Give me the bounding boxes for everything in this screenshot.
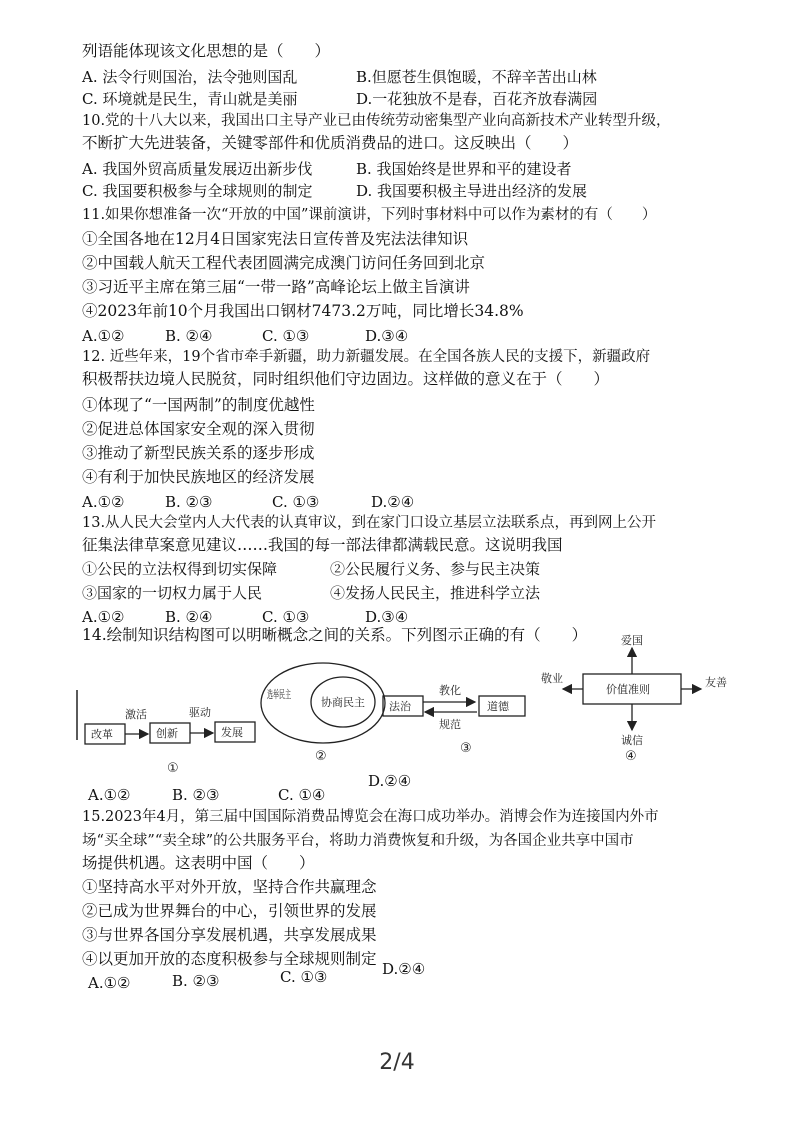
d4-left-label: 敬业 (541, 672, 563, 685)
page-number: 2/4 (379, 1050, 415, 1075)
d3-box-law-label: 法治 (389, 700, 411, 713)
q10-option-b: B. 我国始终是世界和平的建设者 (356, 160, 572, 178)
q10-option-c: C. 我国要积极参与全球规则的制定 (82, 182, 313, 200)
d4-bottom-label: 诚信 (621, 734, 643, 747)
q10-stem-line2: 不断扩大先进装备，关键零部件和优质消费品的进口。这反映出（ ） (82, 134, 579, 152)
q11-option-a: A.①② (82, 327, 125, 345)
d2-inner-label: 协商民主 (321, 696, 365, 709)
q13-option-d: D.③④ (365, 608, 409, 626)
q13-statement-1: ①公民的立法权得到切实保障 (82, 560, 278, 578)
d2-number: ② (315, 749, 327, 764)
q13-option-b: B. ②④ (165, 608, 213, 626)
diagram-2 (261, 663, 385, 764)
q11-statement-2: ②中国载人航天工程代表团圆满完成澳门访问任务回到北京 (82, 254, 486, 272)
d1-box-reform-label: 改革 (91, 728, 113, 741)
q12-option-b: B. ②③ (165, 493, 213, 511)
q13-option-a: A.①② (82, 608, 125, 626)
q13-stem-line1: 13.从人民大会堂内人大代表的认真审议，到在家门口设立基层立法联系点，再到网上公开 (82, 515, 657, 531)
q10-stem-line1: 10.党的十八大以来，我国出口主导产业已由传统劳动密集型产业向高新技术产业转型升级， (82, 113, 671, 129)
q13-statement-4: ④发扬人民民主，推进科学立法 (330, 584, 541, 602)
q15-stem-line2: 场“买全球”“卖全球”的公共服务平台，将助力消费恢复和升级，为各国企业共享中国市 (82, 833, 634, 849)
q12-stem-line1: 12. 近些年来，19个省市牵手新疆，助力新疆发展。在全国各族人民的支援下，新疆政府 (82, 349, 651, 365)
d4-right-label: 友善 (705, 676, 727, 689)
q15-statement-3: ③与世界各国分享发展机遇，共享发展成果 (82, 926, 377, 944)
q12-stem-line2: 积极帮扶边境人民脱贫，同时组织他们守边固边。这样做的意义在于（ ） (82, 370, 610, 388)
q15-stem-line3: 场提供机遇。这表明中国（ ） (82, 854, 315, 872)
q13-statement-3: ③国家的一切权力属于人民 (82, 584, 263, 602)
q14-option-c: C. ①④ (278, 786, 326, 804)
diagram-1 (85, 705, 255, 776)
q11-option-d: D.③④ (365, 327, 409, 345)
q9-option-b: B.但愿苍生俱饱暖，不辞辛苦出山林 (356, 68, 597, 86)
q13-stem-line2: 征集法律草案意见建议……我国的每一部法律都满载民意。这说明我国 (82, 536, 563, 554)
d1-arrow-2-label: 驱动 (189, 706, 211, 719)
q15-statement-1: ①坚持高水平对外开放，坚持合作共赢理念 (82, 878, 377, 896)
diagram-4 (541, 634, 727, 764)
q14-option-b: B. ②③ (172, 786, 220, 804)
q11-statement-1: ①全国各地在12月4日国家宪法日宣传普及宪法法律知识 (82, 230, 469, 248)
d3-number: ③ (460, 741, 472, 756)
d1-box-development-label: 发展 (221, 726, 243, 739)
q11-option-c: C. ①③ (262, 327, 310, 345)
q12-statement-2: ②促进总体国家安全观的深入贯彻 (82, 420, 315, 438)
q15-option-b: B. ②③ (172, 972, 220, 990)
q11-statement-3: ③习近平主席在第三届“一带一路”高峰论坛上做主旨演讲 (82, 278, 470, 296)
q15-stem-line1: 15.2023年4月，第三届中国国际消费品博览会在海口成功举办。消博会作为连接国内外市 (82, 809, 659, 825)
d1-box-innovation-label: 创新 (156, 727, 178, 740)
q14-option-a: A.①② (88, 786, 131, 804)
q13-statement-2: ②公民履行义务、参与民主决策 (330, 560, 541, 578)
q13-option-c: C. ①③ (262, 608, 310, 626)
d3-box-morality-label: 道德 (487, 700, 509, 713)
q15-statement-2: ②已成为世界舞台的中心，引领世界的发展 (82, 902, 377, 920)
q10-option-a: A. 我国外贸高质量发展迈出新步伐 (82, 160, 313, 178)
q12-option-a: A.①② (82, 493, 125, 511)
d1-arrow-1-label: 激活 (125, 708, 147, 721)
q15-option-c: C. ①③ (280, 968, 328, 986)
d3-bottom-label: 规范 (439, 718, 461, 731)
d1-number: ① (167, 761, 179, 776)
q14-stem: 14.绘制知识结构图可以明晰概念之间的关系。下列图示正确的有（ ） (82, 626, 588, 644)
q9-stem-tail: 列语能体现该文化思想的是（ ） (82, 42, 331, 60)
q11-statement-4: ④2023年前10个月我国出口钢材7473.2万吨，同比增长34.8% (82, 302, 524, 320)
q15-statement-4: ④以更加开放的态度积极参与全球规则制定 (82, 950, 377, 968)
q12-statement-1: ①体现了“一国两制”的制度优越性 (82, 396, 315, 414)
diagram-3 (383, 683, 525, 756)
d3-top-label: 教化 (439, 684, 461, 697)
d4-number: ④ (625, 749, 637, 764)
q12-option-c: C. ①③ (272, 493, 320, 511)
q10-option-d: D. 我国要积极主导进出经济的发展 (356, 182, 588, 200)
d2-outer-label: 选举民主 (267, 688, 311, 701)
q15-option-d: D.②④ (382, 960, 426, 978)
q14-option-d: D.②④ (368, 772, 412, 790)
q15-option-a: A.①② (88, 974, 131, 992)
q9-option-c: C. 环境就是民生，青山就是美丽 (82, 90, 298, 108)
q12-statement-3: ③推动了新型民族关系的逐步形成 (82, 444, 315, 462)
q11-option-b: B. ②④ (165, 327, 213, 345)
q12-statement-4: ④有利于加快民族地区的经济发展 (82, 468, 315, 486)
q9-option-a: A. 法令行则国治，法令弛则国乱 (82, 68, 298, 86)
d4-top-label: 爱国 (621, 634, 643, 647)
q9-option-d: D.一花独放不是春，百花齐放春满园 (356, 90, 598, 108)
q14-knowledge-diagrams (75, 620, 735, 780)
d4-center-label: 价值准则 (606, 683, 650, 696)
q12-option-d: D.②④ (371, 493, 415, 511)
q11-stem: 11.如果你想准备一次“开放的中国”课前演讲，下列时事材料中可以作为素材的有（ ） (82, 207, 657, 223)
